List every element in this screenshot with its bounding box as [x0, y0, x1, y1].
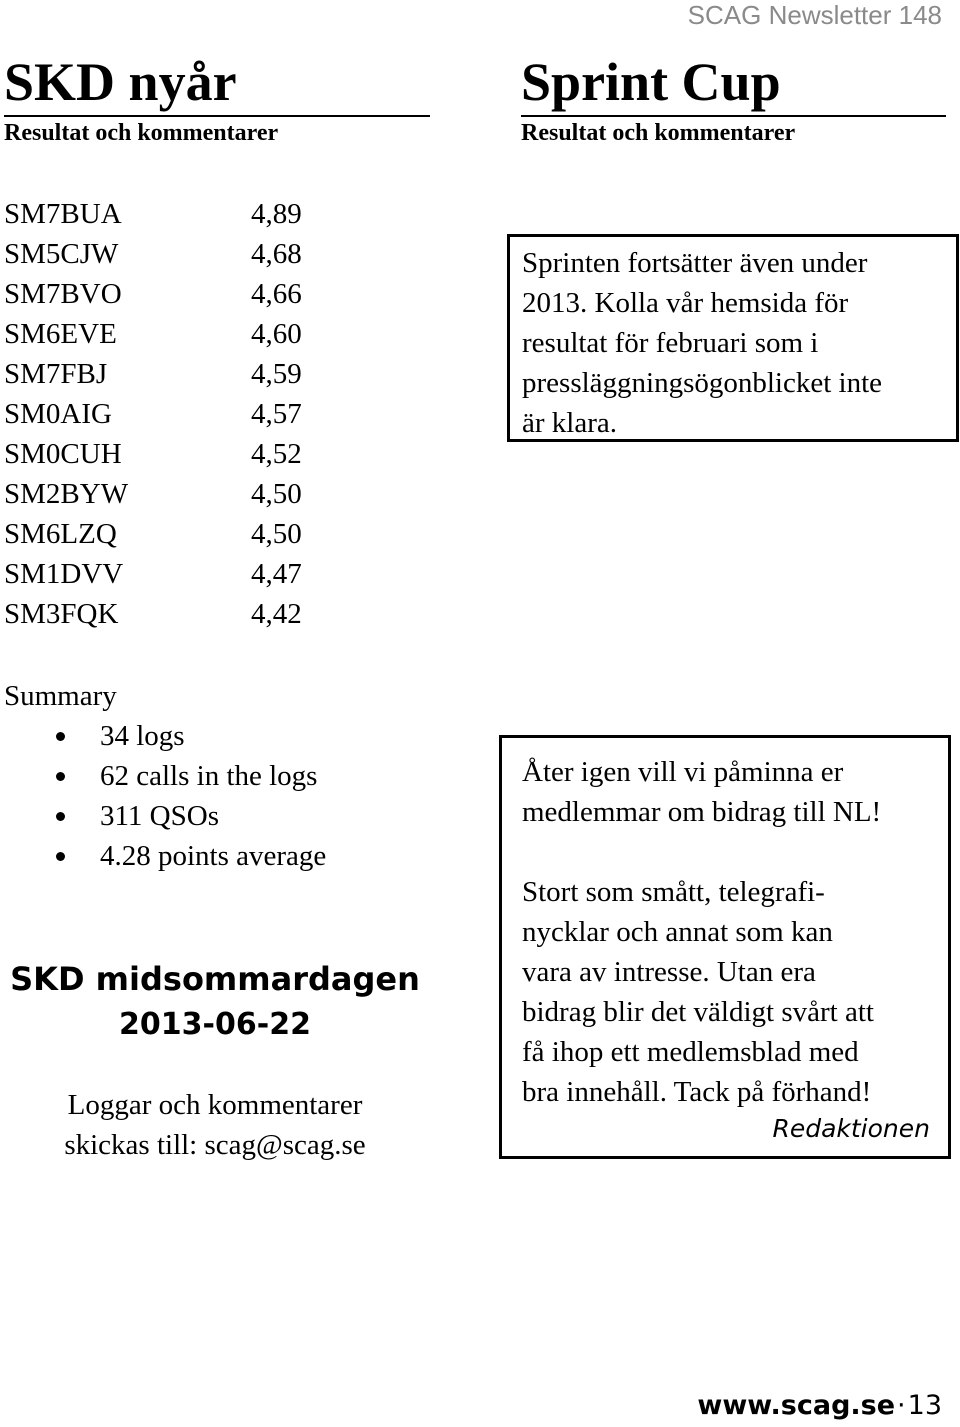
box-line: medlemmar om bidrag till NL!: [522, 796, 882, 828]
summary-list: [0, 716, 326, 876]
result-row: [4, 234, 324, 274]
page-number: 13: [907, 1390, 942, 1421]
result-row: [4, 434, 324, 474]
box-line: Stort som smått, telegrafi-: [522, 876, 825, 908]
score: 4,50: [251, 478, 302, 510]
result-row: [4, 394, 324, 434]
skd-nyar-title: SKD nyår: [4, 52, 237, 112]
score: 4,68: [251, 238, 302, 270]
left-subtitle: Resultat och kommentarer: [4, 120, 279, 146]
result-row: [4, 474, 324, 514]
score: 4,59: [251, 358, 302, 390]
callsign: SM6EVE: [4, 318, 117, 350]
box-line: Åter igen vill vi påminna er: [522, 756, 844, 788]
result-row: [4, 314, 324, 354]
logs-instruction: Loggar och kommentarer: [67, 1089, 363, 1121]
callsign: SM6LZQ: [4, 518, 117, 550]
signature: Redaktionen: [772, 1114, 930, 1143]
summary-text: 4.28 points average: [100, 840, 327, 872]
box-line: vara av intresse. Utan era: [522, 956, 816, 988]
callsign: SM7BVO: [4, 278, 122, 310]
box-line: bidrag blir det väldigt svårt att: [522, 996, 874, 1028]
box-line: är klara.: [522, 407, 617, 439]
callsign: SM0AIG: [4, 398, 112, 430]
score: 4,66: [251, 278, 302, 310]
callsign: SM0CUH: [4, 438, 122, 470]
box-line: Sprinten fortsätter även under: [522, 247, 868, 279]
contribution-box: [499, 735, 951, 1159]
sprint-info-box: [507, 234, 959, 442]
box-line: resultat för februari som i: [522, 327, 819, 359]
left-title-rule: [4, 115, 430, 117]
score: 4,47: [251, 558, 302, 590]
result-row: [4, 194, 324, 234]
site-link[interactable]: www.scag.se: [697, 1390, 896, 1421]
callsign: SM7BUA: [4, 198, 122, 230]
event-title: SKD midsommardagen: [10, 960, 420, 998]
box-line: pressläggningsögonblicket inte: [522, 367, 883, 399]
result-row: [4, 274, 324, 314]
score: 4,50: [251, 518, 302, 550]
summary-text: 311 QSOs: [100, 800, 219, 832]
footer: [697, 1390, 942, 1421]
event-date: 2013-06-22: [119, 1007, 311, 1042]
callsign: SM5CJW: [4, 238, 119, 270]
summary-text: 34 logs: [100, 720, 185, 752]
bullet-icon: [56, 732, 65, 741]
callsign: SM2BYW: [4, 478, 129, 510]
score: 4,52: [251, 438, 302, 470]
result-row: [4, 594, 324, 634]
callsign: SM1DVV: [4, 558, 124, 590]
sprint-cup-title: Sprint Cup: [521, 52, 781, 112]
score: 4,89: [251, 198, 302, 230]
score: 4,60: [251, 318, 302, 350]
newsletter-header: SCAG Newsletter 148: [687, 0, 942, 30]
summary-text: 62 calls in the logs: [100, 760, 318, 792]
summary-item: [0, 836, 326, 876]
right-subtitle: Resultat och kommentarer: [521, 120, 796, 146]
result-row: [4, 354, 324, 394]
callsign: SM3FQK: [4, 598, 119, 630]
results-list: [4, 194, 324, 634]
box-line: bra innehåll. Tack på förhand!: [522, 1076, 872, 1108]
summary-heading: Summary: [4, 680, 117, 712]
bullet-icon: [56, 852, 65, 861]
box-line: 2013. Kolla vår hemsida för: [522, 287, 849, 319]
summary-item: [0, 796, 326, 836]
box-line: nycklar och annat som kan: [522, 916, 833, 948]
callsign: SM7FBJ: [4, 358, 108, 390]
footer-separator: ·: [897, 1390, 906, 1421]
right-title-rule: [521, 115, 946, 117]
bullet-icon: [56, 772, 65, 781]
summary-item: [0, 756, 326, 796]
paragraph-gap: [522, 832, 928, 872]
result-row: [4, 514, 324, 554]
result-row: [4, 554, 324, 594]
box-line: få ihop ett medlemsblad med: [522, 1036, 859, 1068]
score: 4,42: [251, 598, 302, 630]
score: 4,57: [251, 398, 302, 430]
summary-item: [0, 716, 326, 756]
logs-email: skickas till: scag@scag.se: [64, 1129, 366, 1161]
bullet-icon: [56, 812, 65, 821]
